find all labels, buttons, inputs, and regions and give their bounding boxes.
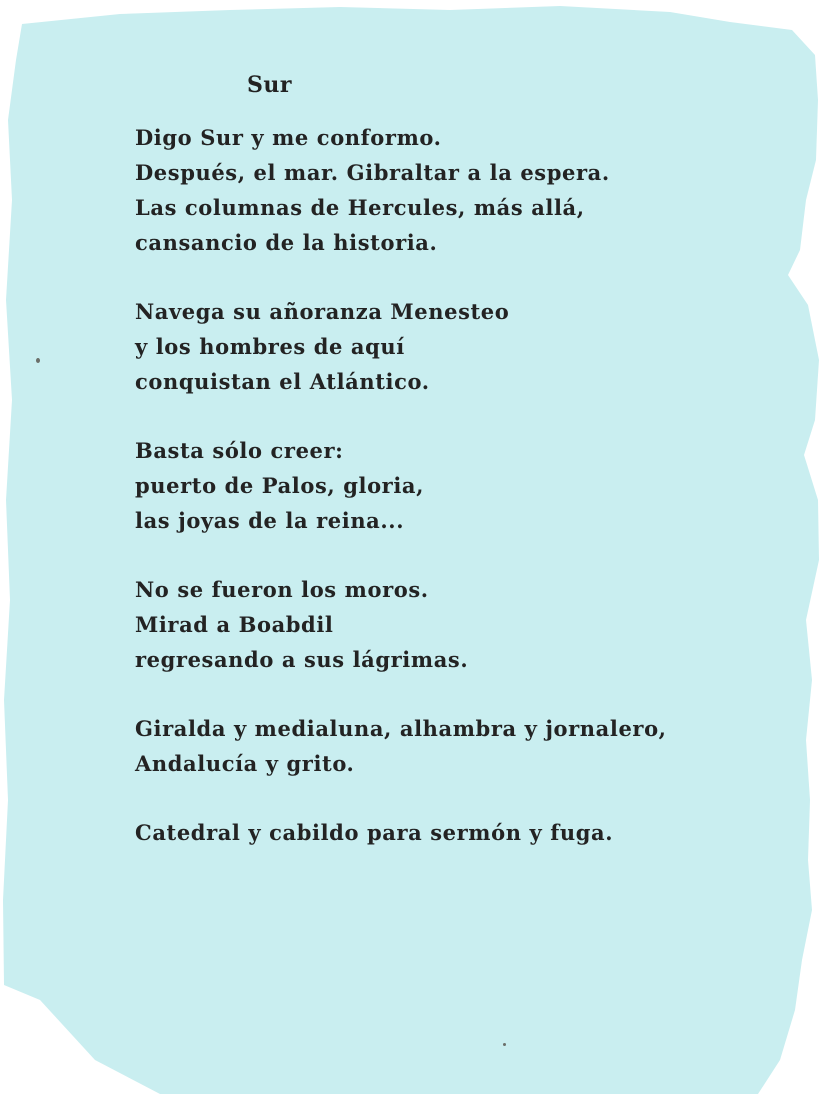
- poem-line: Catedral y cabildo para sermón y fuga.: [135, 820, 614, 845]
- poem-body: [135, 120, 755, 884]
- stanza: [135, 711, 755, 781]
- poem-line: las joyas de la reina...: [135, 508, 405, 533]
- stanza: [135, 120, 755, 260]
- paper-speck: [36, 358, 40, 363]
- poem-line: cansancio de la historia.: [135, 230, 438, 255]
- poem-line: regresando a sus lágrimas.: [135, 647, 469, 672]
- poem-line: Digo Sur y me conformo.: [135, 125, 442, 150]
- poem-line: Las columnas de Hercules, más allá,: [135, 195, 585, 220]
- poem-line: y los hombres de aquí: [135, 334, 405, 359]
- stanza: [135, 815, 755, 850]
- stanza: [135, 294, 755, 399]
- poem-line: puerto de Palos, gloria,: [135, 473, 425, 498]
- stanza: [135, 433, 755, 538]
- stanza: [135, 572, 755, 677]
- poem-line: Después, el mar. Gibraltar a la espera.: [135, 160, 610, 185]
- poem-line: Andalucía y grito.: [135, 751, 355, 776]
- poem-title: Sur: [247, 72, 292, 98]
- poem-line: conquistan el Atlántico.: [135, 369, 430, 394]
- poem-line: Mirad a Boabdil: [135, 612, 334, 637]
- poem-line: No se fueron los moros.: [135, 577, 429, 602]
- poem-line: Navega su añoranza Menesteo: [135, 299, 510, 324]
- poem-line: Basta sólo creer:: [135, 438, 344, 463]
- paper-speck: [503, 1043, 506, 1046]
- poem-line: Giralda y medialuna, alhambra y jornalero,: [135, 716, 667, 741]
